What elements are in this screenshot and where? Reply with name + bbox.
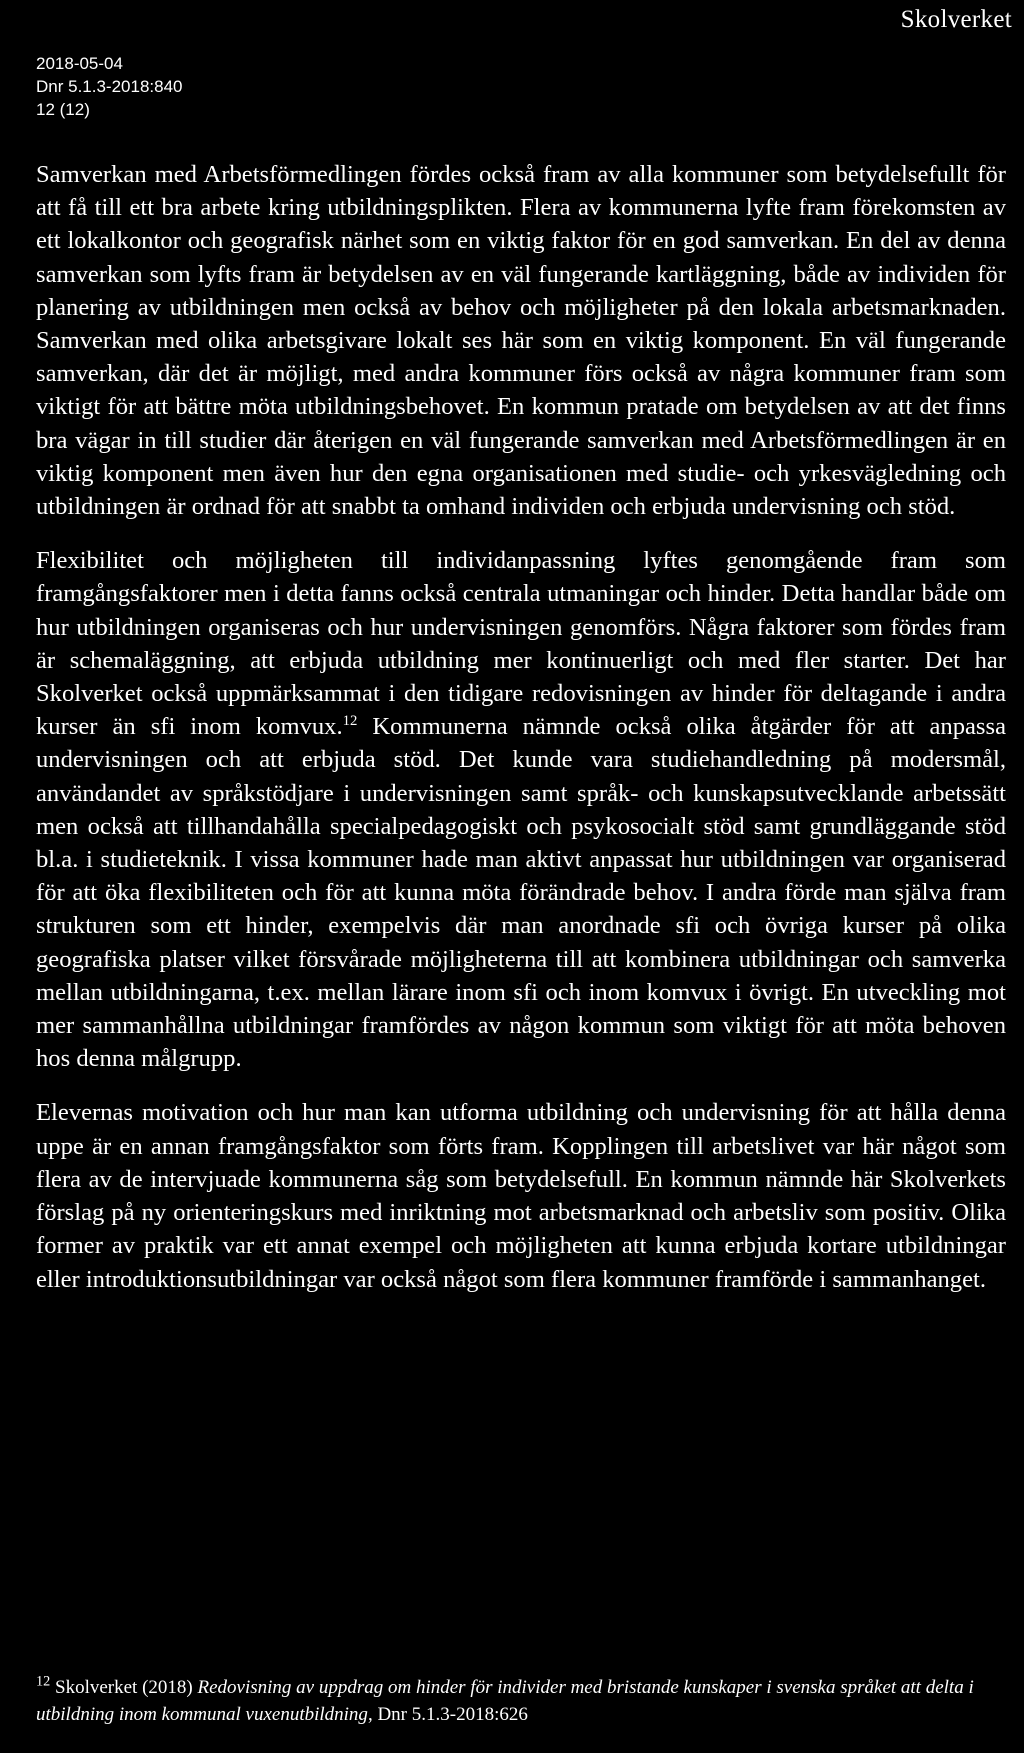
paragraph-text: Flexibilitet och möjligheten till individanpassning lyftes genomgående fram som framgångsfaktorer men i detta fanns också centrala utmaningar och hinder. Detta handlar både om hur utbildningen organiseras och hur undervisningen genomförs. Några faktorer som fördes fram är schemaläggning, att erbjuda utbildning mer kontinuerligt och med fler starter. Det har Skolverket också uppmärksammat i den tidigare redovisningen av hinder för deltagande i andra kurser än sfi inom komvux. — [36, 547, 1006, 741]
footnote — [36, 1674, 1006, 1728]
paragraph-text: Kommunerna nämnde också olika åtgärder för att anpassa undervisningen och att erbjuda stöd. Det kunde vara studiehandledning på modersmål, användandet av språkstödjare i undervisningen samt språk- och kunskapsutvecklande arbetssätt men också att tillhandahålla specialpedagogiskt och psykosocialt stöd samt grundläggande stöd bl.a. i studieteknik. I vissa kommuner hade man aktivt anpassat hur utbildningen var organiserad för att öka flexibiliteten och för att kunna möta förändrade behov. I andra förde man själva fram strukturen som ett hinder, exempelvis där man anordnade sfi och övriga kurser på olika geografiska platser vilket försvårade möjligheterna till att kombinera utbildningar och samverka mellan utbildningarna, t.ex. mellan lärare inom sfi och inom komvux i övrigt. En utveckling mot mer sammanhållna utbildningar framfördes av någon kommun som viktigt för att möta behoven hos denna målgrupp. — [36, 713, 1006, 1073]
organization-name: Skolverket — [900, 6, 1012, 33]
footnote-title: Redovisning av uppdrag om hinder för individer med bristande kunskaper i svenska språket att delta i utbildning inom kommunal vuxenutbildning — [36, 1677, 974, 1725]
paragraph — [36, 544, 1006, 1075]
document-reference: Dnr 5.1.3-2018:840 — [36, 77, 183, 96]
paragraph: Elevernas motivation och hur man kan utforma utbildning och undervisning för att hålla denna uppe är en annan framgångsfaktor som förts fram. Kopplingen till arbetslivet var här något som flera av de intervjuade kommunerna såg som betydelsefull. En kommun nämnde här Skolverkets förslag på ny orienteringskurs med inriktning mot arbetsmarknad och arbetsliv som positiv. Olika former av praktik var ett annat exempel och möjligheten att kunna erbjuda kortare utbildningar eller introduktionsutbildningar var också något som flera kommuner framförde i sammanhanget. — [36, 1099, 1006, 1293]
footnote-source: Skolverket (2018) — [50, 1677, 198, 1698]
document-date: 2018-05-04 — [36, 54, 123, 73]
footnote-reference[interactable]: 12 — [342, 713, 358, 730]
footnote-reference-number: , Dnr 5.1.3-2018:626 — [367, 1704, 528, 1725]
body-text — [36, 158, 1006, 1317]
page-number: 12 (12) — [36, 100, 90, 119]
paragraph: Samverkan med Arbetsförmedlingen fördes också fram av alla kommuner som betydelsefullt för att få till ett bra arbete kring utbildningsplikten. Flera av kommunerna lyfte fram förekomsten av ett lokalkontor och geografisk närhet som en viktig faktor för en god samverkan. En del av denna samverkan som lyfts fram är betydelsen av en väl fungerande kartläggning, både av individen för planering av utbildningen men också av behov och möjligheter på den lokala arbetsmarknaden. Samverkan med olika arbetsgivare lokalt ses här som en viktig komponent. En väl fungerande samverkan, där det är möjligt, med andra kommuner förs också av några kommuner fram som viktigt för att bättre möta utbildningsbehovet. En kommun pratade om betydelsen av att det finns bra vägar in till studier där återigen en väl fungerande samverkan med Arbetsförmedlingen är en viktig komponent men även hur den egna organisationen med studie- och yrkesvägledning och utbildningen är ordnad för att snabbt ta omhand individen och erbjuda undervisning och stöd. — [36, 161, 1006, 521]
document-meta — [36, 52, 183, 121]
footnote-marker: 12 — [36, 1673, 51, 1690]
